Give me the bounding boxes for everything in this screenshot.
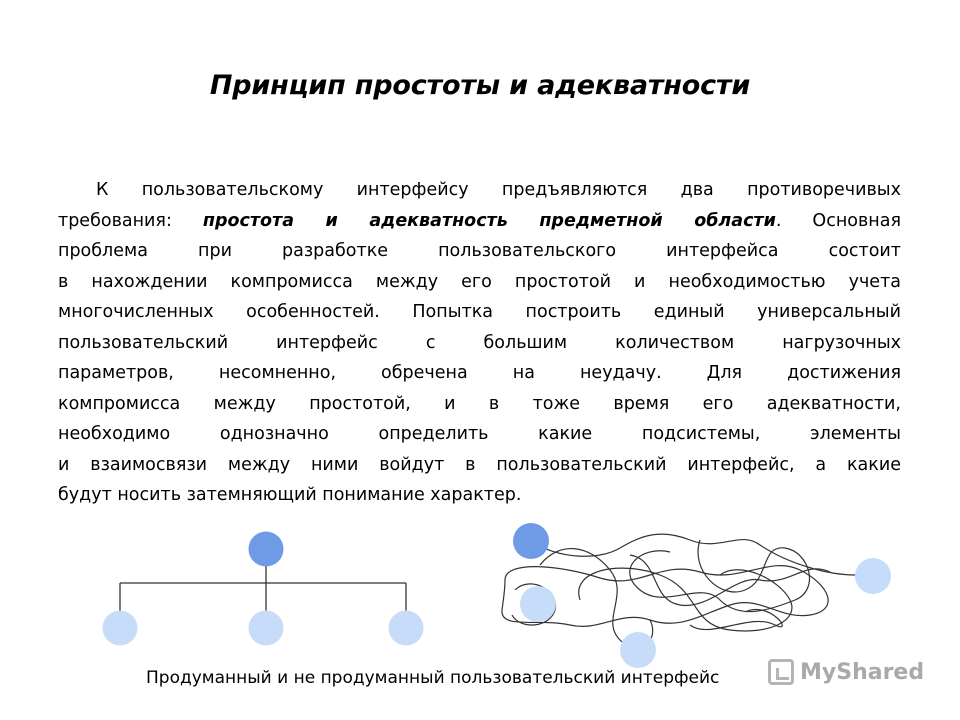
paragraph-line-text: необходимо однозначно определить какие подсистемы, элементы [58, 424, 901, 444]
paragraph-line-text: компромисса между простотой, и в тоже время его адекватности, [58, 393, 901, 414]
tangle-path-4 [630, 540, 810, 612]
tangle-path-8 [690, 609, 782, 629]
myshared-logo-icon [768, 659, 794, 685]
tangle-node-bottom [620, 632, 656, 668]
watermark-text: MyShared [800, 659, 925, 685]
paragraph-line-text: в нахождении компромисса между его простотой и необходимостью учета [58, 271, 901, 292]
tangle-node-left [520, 586, 556, 622]
paragraph-line-text: требования: [58, 210, 203, 231]
slide-title: Принцип простоты и адекватности [209, 70, 751, 101]
tree-leaf-node-right [389, 611, 424, 646]
figure-caption: Продуманный и не продуманный пользовательский интерфейс [146, 668, 720, 688]
paragraph-line-text: пользовательский интерфейс с большим количеством нагрузочных [58, 332, 901, 353]
tangle-node-dark [513, 523, 549, 559]
paragraph-line-text: будут носить затемняющий понимание характер. [58, 485, 522, 505]
tangled-interface-diagram [502, 523, 891, 668]
paragraph-line-text: . Основная [775, 210, 901, 231]
tree-root-node [249, 532, 284, 567]
tree-leaf-node-middle [249, 611, 284, 646]
watermark [768, 659, 924, 685]
paragraph-line-text: К пользовательскому интерфейсу предъявляются два противоречивых [96, 180, 901, 200]
paragraph-line-text: и взаимосвязи между ними войдут в пользовательский интерфейс, а какие [58, 454, 901, 475]
paragraph-line-text: параметров, несомненно, обречена на неудачу. Для достижения [58, 363, 901, 383]
emphasized-text: простота и адекватность предметной области [202, 210, 776, 231]
tree-leaf-node-left [103, 611, 138, 646]
tangle-node-right [855, 558, 891, 594]
paragraph-line-text: многочисленных особенностей. Попытка построить единый универсальный [58, 302, 901, 322]
paragraph-line-text: проблема при разработке пользовательского интерфейса состоит [58, 241, 901, 261]
designed-interface-diagram [103, 532, 424, 646]
